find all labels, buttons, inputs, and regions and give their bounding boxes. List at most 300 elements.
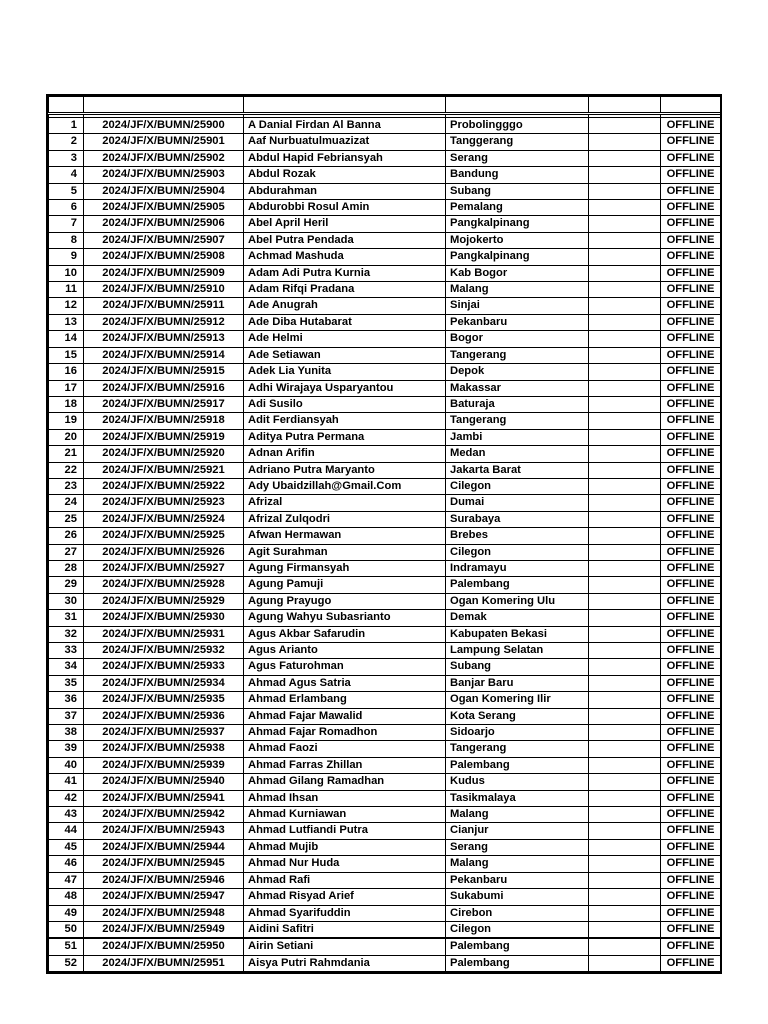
status: OFFLINE (661, 200, 721, 216)
registration-code: 2024/JF/X/BUMN/25935 (84, 692, 244, 708)
table-row (49, 298, 721, 314)
row-number: 2 (49, 134, 84, 150)
participant-name: Ahmad Risyad Arief (244, 889, 446, 905)
status: OFFLINE (661, 282, 721, 298)
status: OFFLINE (661, 249, 721, 265)
status: OFFLINE (661, 150, 721, 166)
registration-code: 2024/JF/X/BUMN/25914 (84, 347, 244, 363)
city: Sidoarjo (446, 725, 589, 741)
participant-name: Adhi Wirajaya Usparyantou (244, 380, 446, 396)
table-row (49, 347, 721, 363)
participant-name: Afwan Hermawan (244, 528, 446, 544)
participant-name: Ahmad Rafi (244, 872, 446, 888)
table-row (49, 282, 721, 298)
row-number: 42 (49, 790, 84, 806)
blank-cell (589, 265, 661, 281)
registration-code: 2024/JF/X/BUMN/25924 (84, 511, 244, 527)
status: OFFLINE (661, 167, 721, 183)
city: Brebes (446, 528, 589, 544)
table-row (49, 167, 721, 183)
row-number: 22 (49, 462, 84, 478)
blank-cell (589, 544, 661, 560)
status: OFFLINE (661, 429, 721, 445)
blank-cell (589, 560, 661, 576)
registration-code: 2024/JF/X/BUMN/25921 (84, 462, 244, 478)
blank-cell (589, 938, 661, 955)
participant-name: Ahmad Agus Satria (244, 675, 446, 691)
city: Kab Bogor (446, 265, 589, 281)
city: Malang (446, 282, 589, 298)
city: Cirebon (446, 905, 589, 921)
participant-name: Ade Helmi (244, 331, 446, 347)
status: OFFLINE (661, 216, 721, 232)
blank-cell (589, 757, 661, 773)
table-row (49, 364, 721, 380)
status: OFFLINE (661, 560, 721, 576)
city: Sukabumi (446, 889, 589, 905)
header-cell-code (84, 97, 244, 114)
row-number: 6 (49, 200, 84, 216)
row-number: 32 (49, 626, 84, 642)
city: Baturaja (446, 396, 589, 412)
table-row (49, 626, 721, 642)
status: OFFLINE (661, 396, 721, 412)
registration-code: 2024/JF/X/BUMN/25908 (84, 249, 244, 265)
registration-code: 2024/JF/X/BUMN/25951 (84, 955, 244, 971)
status: OFFLINE (661, 757, 721, 773)
city: Depok (446, 364, 589, 380)
table-row (49, 200, 721, 216)
participant-name: Abdurahman (244, 183, 446, 199)
city: Palembang (446, 955, 589, 971)
table-row (49, 856, 721, 872)
table-row (49, 183, 721, 199)
city: Kabupaten Bekasi (446, 626, 589, 642)
table-row (49, 643, 721, 659)
status: OFFLINE (661, 593, 721, 609)
registration-code: 2024/JF/X/BUMN/25901 (84, 134, 244, 150)
participant-table (48, 96, 721, 972)
registration-code: 2024/JF/X/BUMN/25910 (84, 282, 244, 298)
row-number: 37 (49, 708, 84, 724)
status: OFFLINE (661, 807, 721, 823)
registration-code: 2024/JF/X/BUMN/25937 (84, 725, 244, 741)
city: Ogan Komering Ilir (446, 692, 589, 708)
table-row (49, 774, 721, 790)
status: OFFLINE (661, 478, 721, 494)
participant-name: Ahmad Gilang Ramadhan (244, 774, 446, 790)
city: Malang (446, 807, 589, 823)
city: Tasikmalaya (446, 790, 589, 806)
blank-cell (589, 134, 661, 150)
row-number: 30 (49, 593, 84, 609)
status: OFFLINE (661, 118, 721, 134)
blank-cell (589, 118, 661, 134)
status: OFFLINE (661, 626, 721, 642)
registration-code: 2024/JF/X/BUMN/25907 (84, 232, 244, 248)
blank-cell (589, 610, 661, 626)
row-number: 4 (49, 167, 84, 183)
participant-name: Agit Surahman (244, 544, 446, 560)
table-row (49, 872, 721, 888)
status: OFFLINE (661, 380, 721, 396)
blank-cell (589, 413, 661, 429)
status: OFFLINE (661, 708, 721, 724)
blank-cell (589, 921, 661, 938)
row-number: 38 (49, 725, 84, 741)
table-row (49, 839, 721, 855)
registration-code: 2024/JF/X/BUMN/25922 (84, 478, 244, 494)
status: OFFLINE (661, 446, 721, 462)
city: Tanggerang (446, 134, 589, 150)
participant-name: Ahmad Faozi (244, 741, 446, 757)
city: Malang (446, 856, 589, 872)
row-number: 9 (49, 249, 84, 265)
registration-code: 2024/JF/X/BUMN/25947 (84, 889, 244, 905)
participant-name: Adriano Putra Maryanto (244, 462, 446, 478)
status: OFFLINE (661, 347, 721, 363)
blank-cell (589, 495, 661, 511)
status: OFFLINE (661, 921, 721, 938)
participant-name: Ade Setiawan (244, 347, 446, 363)
table-row (49, 955, 721, 971)
city: Cilegon (446, 544, 589, 560)
registration-code: 2024/JF/X/BUMN/25936 (84, 708, 244, 724)
participant-name: Ahmad Fajar Romadhon (244, 725, 446, 741)
city: Dumai (446, 495, 589, 511)
status: OFFLINE (661, 790, 721, 806)
city: Ogan Komering Ulu (446, 593, 589, 609)
participant-name: A Danial Firdan Al Banna (244, 118, 446, 134)
city: Jakarta Barat (446, 462, 589, 478)
row-number: 23 (49, 478, 84, 494)
blank-cell (589, 462, 661, 478)
table-row (49, 725, 721, 741)
registration-code: 2024/JF/X/BUMN/25949 (84, 921, 244, 938)
table-row (49, 314, 721, 330)
participant-name: Ahmad Syarifuddin (244, 905, 446, 921)
blank-cell (589, 905, 661, 921)
table-row (49, 544, 721, 560)
city: Tangerang (446, 347, 589, 363)
table-row (49, 265, 721, 281)
city: Tangerang (446, 413, 589, 429)
status: OFFLINE (661, 265, 721, 281)
status: OFFLINE (661, 298, 721, 314)
participant-name: Ady Ubaidzillah@Gmail.Com (244, 478, 446, 494)
table-row (49, 446, 721, 462)
registration-code: 2024/JF/X/BUMN/25909 (84, 265, 244, 281)
header-row (49, 97, 721, 114)
status: OFFLINE (661, 725, 721, 741)
row-number: 50 (49, 921, 84, 938)
row-number: 44 (49, 823, 84, 839)
participant-name: Aaf Nurbuatulmuazizat (244, 134, 446, 150)
table-row (49, 528, 721, 544)
row-number: 46 (49, 856, 84, 872)
registration-code: 2024/JF/X/BUMN/25919 (84, 429, 244, 445)
row-number: 21 (49, 446, 84, 462)
row-number: 27 (49, 544, 84, 560)
city: Medan (446, 446, 589, 462)
row-number: 5 (49, 183, 84, 199)
participant-name: Abdurobbi Rosul Amin (244, 200, 446, 216)
status: OFFLINE (661, 741, 721, 757)
table-row (49, 610, 721, 626)
blank-cell (589, 528, 661, 544)
row-number: 34 (49, 659, 84, 675)
table-row (49, 232, 721, 248)
status: OFFLINE (661, 577, 721, 593)
status: OFFLINE (661, 839, 721, 855)
city: Indramayu (446, 560, 589, 576)
blank-cell (589, 347, 661, 363)
blank-cell (589, 200, 661, 216)
row-number: 33 (49, 643, 84, 659)
blank-cell (589, 216, 661, 232)
blank-cell (589, 167, 661, 183)
row-number: 40 (49, 757, 84, 773)
city: Cilegon (446, 478, 589, 494)
row-number: 47 (49, 872, 84, 888)
participant-name: Aisya Putri Rahmdania (244, 955, 446, 971)
registration-code: 2024/JF/X/BUMN/25900 (84, 118, 244, 134)
registration-code: 2024/JF/X/BUMN/25946 (84, 872, 244, 888)
registration-code: 2024/JF/X/BUMN/25934 (84, 675, 244, 691)
table-row (49, 807, 721, 823)
registration-code: 2024/JF/X/BUMN/25943 (84, 823, 244, 839)
header-cell-no (49, 97, 84, 114)
row-number: 17 (49, 380, 84, 396)
status: OFFLINE (661, 610, 721, 626)
participant-name: Agus Arianto (244, 643, 446, 659)
status: OFFLINE (661, 528, 721, 544)
blank-cell (589, 396, 661, 412)
row-number: 12 (49, 298, 84, 314)
participant-name: Ahmad Kurniawan (244, 807, 446, 823)
city: Probolingggo (446, 118, 589, 134)
blank-cell (589, 577, 661, 593)
registration-code: 2024/JF/X/BUMN/25929 (84, 593, 244, 609)
registration-code: 2024/JF/X/BUMN/25917 (84, 396, 244, 412)
participant-name: Adam Rifqi Pradana (244, 282, 446, 298)
registration-code: 2024/JF/X/BUMN/25930 (84, 610, 244, 626)
blank-cell (589, 708, 661, 724)
blank-cell (589, 380, 661, 396)
blank-cell (589, 889, 661, 905)
status: OFFLINE (661, 955, 721, 971)
participant-name: Ahmad Farras Zhillan (244, 757, 446, 773)
blank-cell (589, 807, 661, 823)
table-row (49, 150, 721, 166)
registration-code: 2024/JF/X/BUMN/25933 (84, 659, 244, 675)
status: OFFLINE (661, 364, 721, 380)
registration-code: 2024/JF/X/BUMN/25945 (84, 856, 244, 872)
city: Palembang (446, 938, 589, 955)
blank-cell (589, 856, 661, 872)
registration-code: 2024/JF/X/BUMN/25938 (84, 741, 244, 757)
blank-cell (589, 364, 661, 380)
participant-name: Adnan Arifin (244, 446, 446, 462)
registration-code: 2024/JF/X/BUMN/25920 (84, 446, 244, 462)
participant-name: Ahmad Erlambang (244, 692, 446, 708)
city: Serang (446, 839, 589, 855)
city: Pangkalpinang (446, 249, 589, 265)
city: Bandung (446, 167, 589, 183)
city: Sinjai (446, 298, 589, 314)
status: OFFLINE (661, 675, 721, 691)
table-row (49, 905, 721, 921)
registration-code: 2024/JF/X/BUMN/25903 (84, 167, 244, 183)
participant-name: Aidini Safitri (244, 921, 446, 938)
table-row (49, 757, 721, 773)
blank-cell (589, 593, 661, 609)
participant-name: Ahmad Lutfiandi Putra (244, 823, 446, 839)
status: OFFLINE (661, 495, 721, 511)
row-number: 10 (49, 265, 84, 281)
registration-code: 2024/JF/X/BUMN/25932 (84, 643, 244, 659)
participant-table-container (46, 94, 722, 974)
registration-code: 2024/JF/X/BUMN/25906 (84, 216, 244, 232)
blank-cell (589, 823, 661, 839)
table-row (49, 495, 721, 511)
table-row (49, 511, 721, 527)
table-row (49, 396, 721, 412)
city: Makassar (446, 380, 589, 396)
registration-code: 2024/JF/X/BUMN/25905 (84, 200, 244, 216)
blank-cell (589, 314, 661, 330)
row-number: 19 (49, 413, 84, 429)
participant-name: Achmad Mashuda (244, 249, 446, 265)
registration-code: 2024/JF/X/BUMN/25904 (84, 183, 244, 199)
participant-name: Abel April Heril (244, 216, 446, 232)
row-number: 28 (49, 560, 84, 576)
registration-code: 2024/JF/X/BUMN/25941 (84, 790, 244, 806)
city: Pemalang (446, 200, 589, 216)
blank-cell (589, 741, 661, 757)
participant-name: Agung Firmansyah (244, 560, 446, 576)
status: OFFLINE (661, 938, 721, 955)
table-row (49, 118, 721, 134)
blank-cell (589, 446, 661, 462)
table-row (49, 331, 721, 347)
row-number: 39 (49, 741, 84, 757)
city: Pekanbaru (446, 314, 589, 330)
row-number: 25 (49, 511, 84, 527)
registration-code: 2024/JF/X/BUMN/25927 (84, 560, 244, 576)
city: Bogor (446, 331, 589, 347)
blank-cell (589, 511, 661, 527)
row-number: 1 (49, 118, 84, 134)
registration-code: 2024/JF/X/BUMN/25911 (84, 298, 244, 314)
registration-code: 2024/JF/X/BUMN/25918 (84, 413, 244, 429)
registration-code: 2024/JF/X/BUMN/25913 (84, 331, 244, 347)
registration-code: 2024/JF/X/BUMN/25923 (84, 495, 244, 511)
registration-code: 2024/JF/X/BUMN/25944 (84, 839, 244, 855)
blank-cell (589, 232, 661, 248)
table-body (49, 97, 721, 972)
status: OFFLINE (661, 823, 721, 839)
participant-name: Adam Adi Putra Kurnia (244, 265, 446, 281)
blank-cell (589, 249, 661, 265)
row-number: 7 (49, 216, 84, 232)
blank-cell (589, 839, 661, 855)
city: Pekanbaru (446, 872, 589, 888)
status: OFFLINE (661, 774, 721, 790)
row-number: 35 (49, 675, 84, 691)
row-number: 24 (49, 495, 84, 511)
table-row (49, 741, 721, 757)
row-number: 13 (49, 314, 84, 330)
row-number: 36 (49, 692, 84, 708)
table-row (49, 675, 721, 691)
blank-cell (589, 790, 661, 806)
status: OFFLINE (661, 462, 721, 478)
table-row (49, 216, 721, 232)
participant-name: Aditya Putra Permana (244, 429, 446, 445)
city: Lampung Selatan (446, 643, 589, 659)
status: OFFLINE (661, 232, 721, 248)
registration-code: 2024/JF/X/BUMN/25916 (84, 380, 244, 396)
participant-name: Agus Faturohman (244, 659, 446, 675)
registration-code: 2024/JF/X/BUMN/25926 (84, 544, 244, 560)
status: OFFLINE (661, 511, 721, 527)
city: Demak (446, 610, 589, 626)
city: Kota Serang (446, 708, 589, 724)
participant-name: Afrizal Zulqodri (244, 511, 446, 527)
status: OFFLINE (661, 872, 721, 888)
row-number: 26 (49, 528, 84, 544)
registration-code: 2024/JF/X/BUMN/25942 (84, 807, 244, 823)
status: OFFLINE (661, 643, 721, 659)
table-row (49, 249, 721, 265)
city: Kudus (446, 774, 589, 790)
participant-name: Agung Pamuji (244, 577, 446, 593)
row-number: 3 (49, 150, 84, 166)
table-row (49, 560, 721, 576)
city: Palembang (446, 577, 589, 593)
blank-cell (589, 150, 661, 166)
participant-name: Adek Lia Yunita (244, 364, 446, 380)
status: OFFLINE (661, 856, 721, 872)
participant-name: Agus Akbar Safarudin (244, 626, 446, 642)
participant-name: Abel Putra Pendada (244, 232, 446, 248)
row-number: 43 (49, 807, 84, 823)
status: OFFLINE (661, 905, 721, 921)
header-cell-name (244, 97, 446, 114)
row-number: 48 (49, 889, 84, 905)
city: Pangkalpinang (446, 216, 589, 232)
status: OFFLINE (661, 659, 721, 675)
registration-code: 2024/JF/X/BUMN/25950 (84, 938, 244, 955)
row-number: 45 (49, 839, 84, 855)
table-row (49, 380, 721, 396)
blank-cell (589, 331, 661, 347)
blank-cell (589, 675, 661, 691)
table-row (49, 462, 721, 478)
table-row (49, 889, 721, 905)
blank-cell (589, 692, 661, 708)
blank-cell (589, 955, 661, 971)
header-cell-status (661, 97, 721, 114)
city: Serang (446, 150, 589, 166)
registration-code: 2024/JF/X/BUMN/25925 (84, 528, 244, 544)
registration-code: 2024/JF/X/BUMN/25931 (84, 626, 244, 642)
blank-cell (589, 643, 661, 659)
table-row (49, 938, 721, 955)
city: Cianjur (446, 823, 589, 839)
participant-name: Abdul Hapid Febriansyah (244, 150, 446, 166)
